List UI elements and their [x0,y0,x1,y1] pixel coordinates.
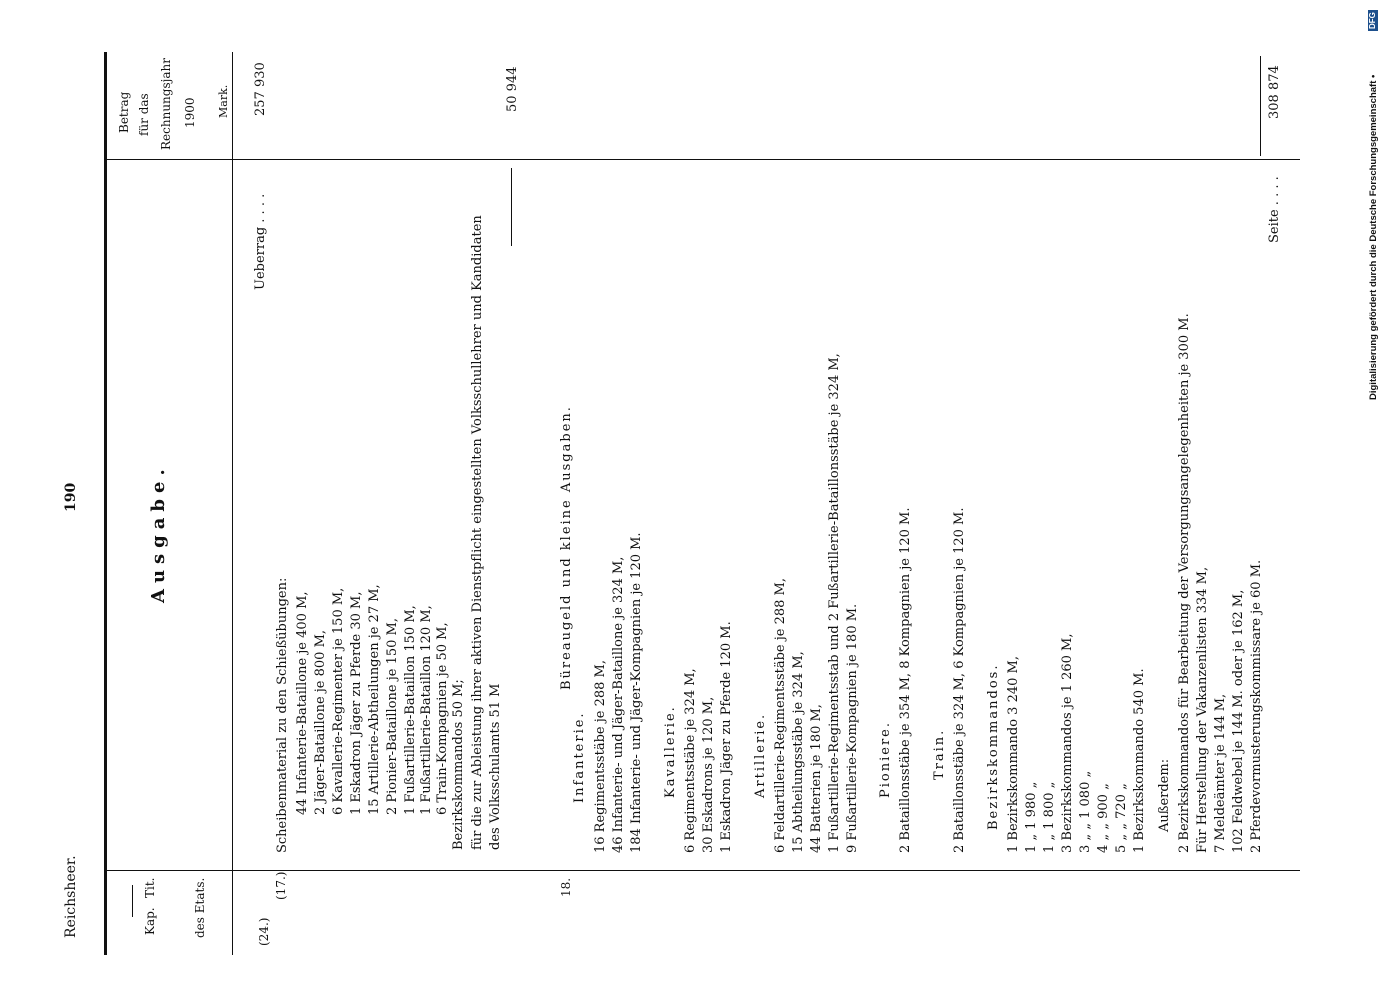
text-line: 1 Fußartillerie-Bataillon 120 M, [419,605,434,815]
kap-ref: (24.) [257,917,271,946]
text-line: Ueberrag . . . . [253,193,268,290]
group-heading: Train. [932,728,947,780]
text-line: 1 Bezirkskommando 540 M. [1132,668,1147,853]
text-line: 184 Infanterie- und Jäger-Kompagnien je 120 M. [629,532,644,853]
tit-ref-17: (17.) [274,871,288,900]
text-line: 30 Eskadrons je 120 M, [701,696,716,853]
text-line: für die zur Ableistung ihrer aktiven Dienstpflicht eingestellten Volksschullehrer und Kandidaten [470,215,485,850]
text-line: 2 Bataillonsstäbe je 354 M, 8 Kompagnien je 120 M. [898,507,913,853]
text-line: 15 Abtheilungsstäbe je 324 M, [791,651,806,853]
dfg-logo: DFG [1368,12,1377,29]
text-line: 1 Bezirkskommando 3 240 M, [1006,656,1021,853]
group-heading: Bezirkskommandos. [986,663,1001,830]
text-line: 6 Regimentsstäbe je 324 M, [683,668,698,853]
amount-column-rule [104,159,1300,160]
text-line: 1 Eskadron Jäger zu Pferde 30 M, [349,591,364,815]
subtotal-rule [511,168,512,246]
text-line: 2 Pferdevormusterungskommissare je 60 M. [1249,559,1264,853]
header-kap-tit-divider [132,885,133,917]
text-line: 44 Batterien je 180 M, [809,704,824,853]
header-mark: Mark. [217,84,230,118]
text-line: 2 Bezirkskommandos für Bearbeitung der Versorgungsangelegenheiten je 300 M. [1177,313,1192,853]
section-title: Reichsheer. [63,855,79,938]
subsection-heading: Büreaugeld und kleine Ausgaben. [559,405,574,690]
digitization-credit: Digitalisierung gefördert durch die Deutsche Forschungsgemeinschaft • [1368,74,1379,400]
text-line: 46 Infanterie- und Jäger-Bataillone je 324 M, [611,556,626,853]
text-line: 6 Kavallerie-Regimenter je 150 M, [331,587,346,815]
header-year: 1900 [183,97,197,128]
header-tit: Tit. [143,877,157,898]
header-betrag: Betrag [117,91,131,133]
header-fuer-das: für das [137,93,151,136]
text-line: Für Herstellung der Vakanzenlisten 334 M, [1195,566,1210,853]
text-line: Scheibenmaterial zu den Schießübungen: [275,577,290,853]
group-heading: Außerdem: [1157,758,1172,832]
text-line: 1 Fußartillerie-Bataillon 150 M, [403,605,418,815]
group-heading: Infanterie. [572,711,587,803]
text-line: 1 „ 1 980 „ [1024,781,1039,853]
text-line: 2 Jäger-Bataillone je 800 M, [313,629,328,815]
header-rechnungsjahr: Rechnungsjahr [159,58,173,150]
text-line: 5 „ „ 720 „ [1114,783,1129,853]
text-line: 16 Regimentsstäbe je 288 M, [593,660,608,853]
header-rule [232,52,233,955]
text-line: 2 Pionier-Bataillone je 150 M, [385,618,400,815]
text-line: 1 Fußartillerie-Regimentsstab und 2 Fußartillerie-Bataillonsstäbe je 324 M, [827,353,842,853]
page-number: 190 [63,482,79,512]
tit-ref-18: 18. [559,877,573,897]
text-line: 102 Feldwebel je 144 M. oder je 162 M, [1231,589,1246,853]
header-des-etats: des Etats. [193,877,207,938]
text-line: 7 Meldeämter je 144 M, [1213,693,1228,853]
text-line: 15 Artillerie-Abtheilungen je 27 M, [367,584,382,815]
text-line: 1 Eskadron Jäger zu Pferde 120 M. [719,621,734,853]
text-line: Seite . . . . [1267,176,1282,243]
amount-seite: 308 874 [1267,65,1282,119]
text-line: 44 Infanterie-Bataillone je 400 M, [295,591,310,815]
group-heading: Kavallerie. [663,705,678,798]
text-line: 9 Fußartillerie-Kompagnien je 180 M. [845,603,860,853]
text-line: 6 Train-Kompagnien je 50 M, [435,622,450,815]
text-line: 2 Bataillonsstäbe je 324 M, 6 Kompagnien je 120 M. [952,507,967,853]
text-line: 1 „ 1 800 „ [1042,781,1057,853]
total-rule [1260,56,1261,156]
amount-uebertrag: 257 930 [253,62,268,116]
text-line: 6 Feldartillerie-Regimentsstäbe je 288 M, [773,578,788,853]
text-line: des Volksschulamts 51 M [488,683,503,850]
group-heading: Pioniere. [878,721,893,798]
main-heading: Ausgabe. [148,463,169,603]
text-line: 3 „ „ 1 080 „ [1078,770,1093,853]
text-line: Bezirkskommandos 50 M; [451,679,466,850]
group-heading: Artillerie. [753,712,768,798]
left-thick-rule [104,52,107,955]
amount-scheibenmaterial: 50 944 [505,66,520,112]
text-line: 3 Bezirkskommandos je 1 260 M, [1060,633,1075,853]
header-kap: Kap. [143,907,157,935]
text-line: 4 „ „ 900 „ [1096,783,1111,853]
